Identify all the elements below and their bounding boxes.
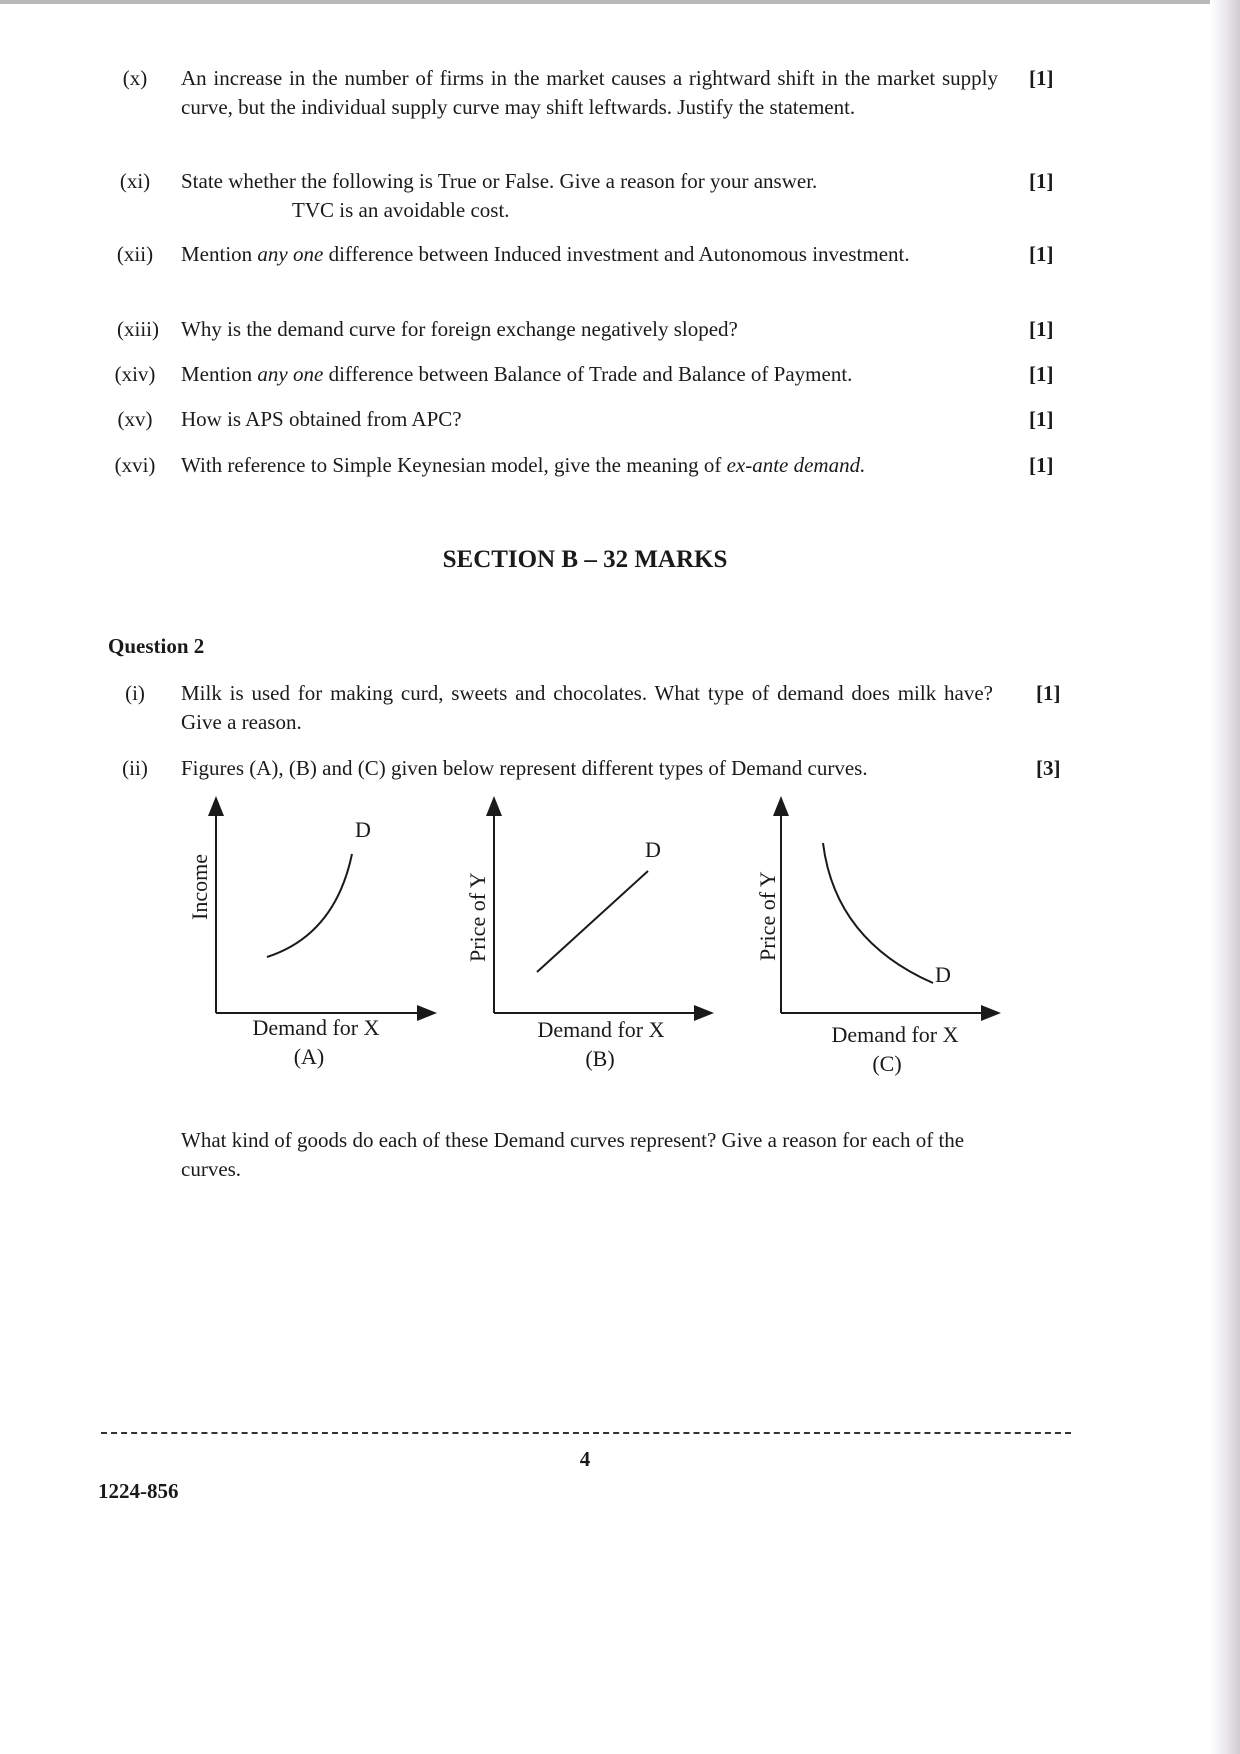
item-text-main: State whether the following is True or False. Give a reason for your answer. [181,169,818,193]
item-text: An increase in the number of firms in the market causes a rightward shift in the market supply curve, but the individual supply curve may shift leftwards. Justify the statement. [181,66,998,119]
paper-code: 1224-856 [98,1479,179,1503]
figure-a-y-label: Income [187,854,212,920]
item-number: (xiii) [117,317,159,341]
figure-a-x-label: Demand for X [252,1015,380,1040]
item-number: (xvi) [114,453,156,477]
figure-a-demand-curve [267,854,352,957]
figure-c-curve-label: D [935,962,951,987]
item-text-post: difference between Induced investment and Autonomous investment. [328,242,910,266]
item-text-post: difference between Balance of Trade and Balance of Payment. [328,362,853,386]
figure-c-x-label: Demand for X [831,1022,959,1047]
item-text-pre: With reference to Simple Keynesian model, give the meaning of [181,453,722,477]
item-marks: [1] [1029,169,1054,193]
item-marks: [1] [1029,407,1054,431]
item-text-pre: Mention [181,362,253,386]
question-heading: Question 2 [108,634,205,658]
item-text-pre: Mention [181,242,253,266]
item-marks: [1] [1029,242,1054,266]
item-text-emphasis: ex-ante demand. [726,453,866,477]
item-marks: [1] [1036,681,1061,705]
footer-divider [101,1432,1071,1434]
figure-a-curve-label: D [355,817,371,842]
item-number: (ii) [122,756,148,780]
item-marks: [1] [1029,317,1054,341]
figure-b-y-label: Price of Y [465,872,490,962]
figure-b-x-label: Demand for X [537,1017,665,1042]
figure-c-demand-curve [823,843,933,983]
item-number: (x) [122,66,148,90]
figure-b [465,806,704,1071]
figure-c [755,806,991,1076]
item-number: (xi) [119,169,151,193]
section-title: SECTION B – 32 MARKS [442,546,728,573]
item-number: (xiv) [114,362,156,386]
item-text: Figures (A), (B) and (C) given below represent different types of Demand curves. [181,756,868,780]
item-marks: [1] [1029,362,1054,386]
page-number: 4 [579,1447,591,1471]
item-text: How is APS obtained from APC? [181,407,462,431]
figure-b-caption: (B) [585,1046,615,1071]
closing-question-text: What kind of goods do each of these Demand curves represent? Give a reason for each of the curves. [181,1128,965,1181]
item-text-emphasis: any one [257,242,324,266]
figure-c-y-label: Price of Y [755,871,780,961]
item-text: Why is the demand curve for foreign exchange negatively sloped? [181,317,738,341]
figure-b-demand-curve [537,871,648,972]
item-marks: [3] [1036,756,1061,780]
item-number: (xv) [117,407,153,431]
item-number: (xii) [116,242,154,266]
figure-a-caption: (A) [293,1044,325,1069]
figure-b-curve-label: D [645,837,661,862]
item-marks: [1] [1029,453,1054,477]
item-marks: [1] [1029,66,1054,90]
item-text: Milk is used for making curd, sweets and chocolates. What type of demand does milk have? Give a reason. [181,681,993,734]
item-subtext: TVC is an avoidable cost. [292,198,510,222]
item-text-emphasis: any one [257,362,324,386]
figure-c-caption: (C) [872,1051,902,1076]
figure-a [187,806,427,1069]
item-number: (i) [125,681,145,705]
